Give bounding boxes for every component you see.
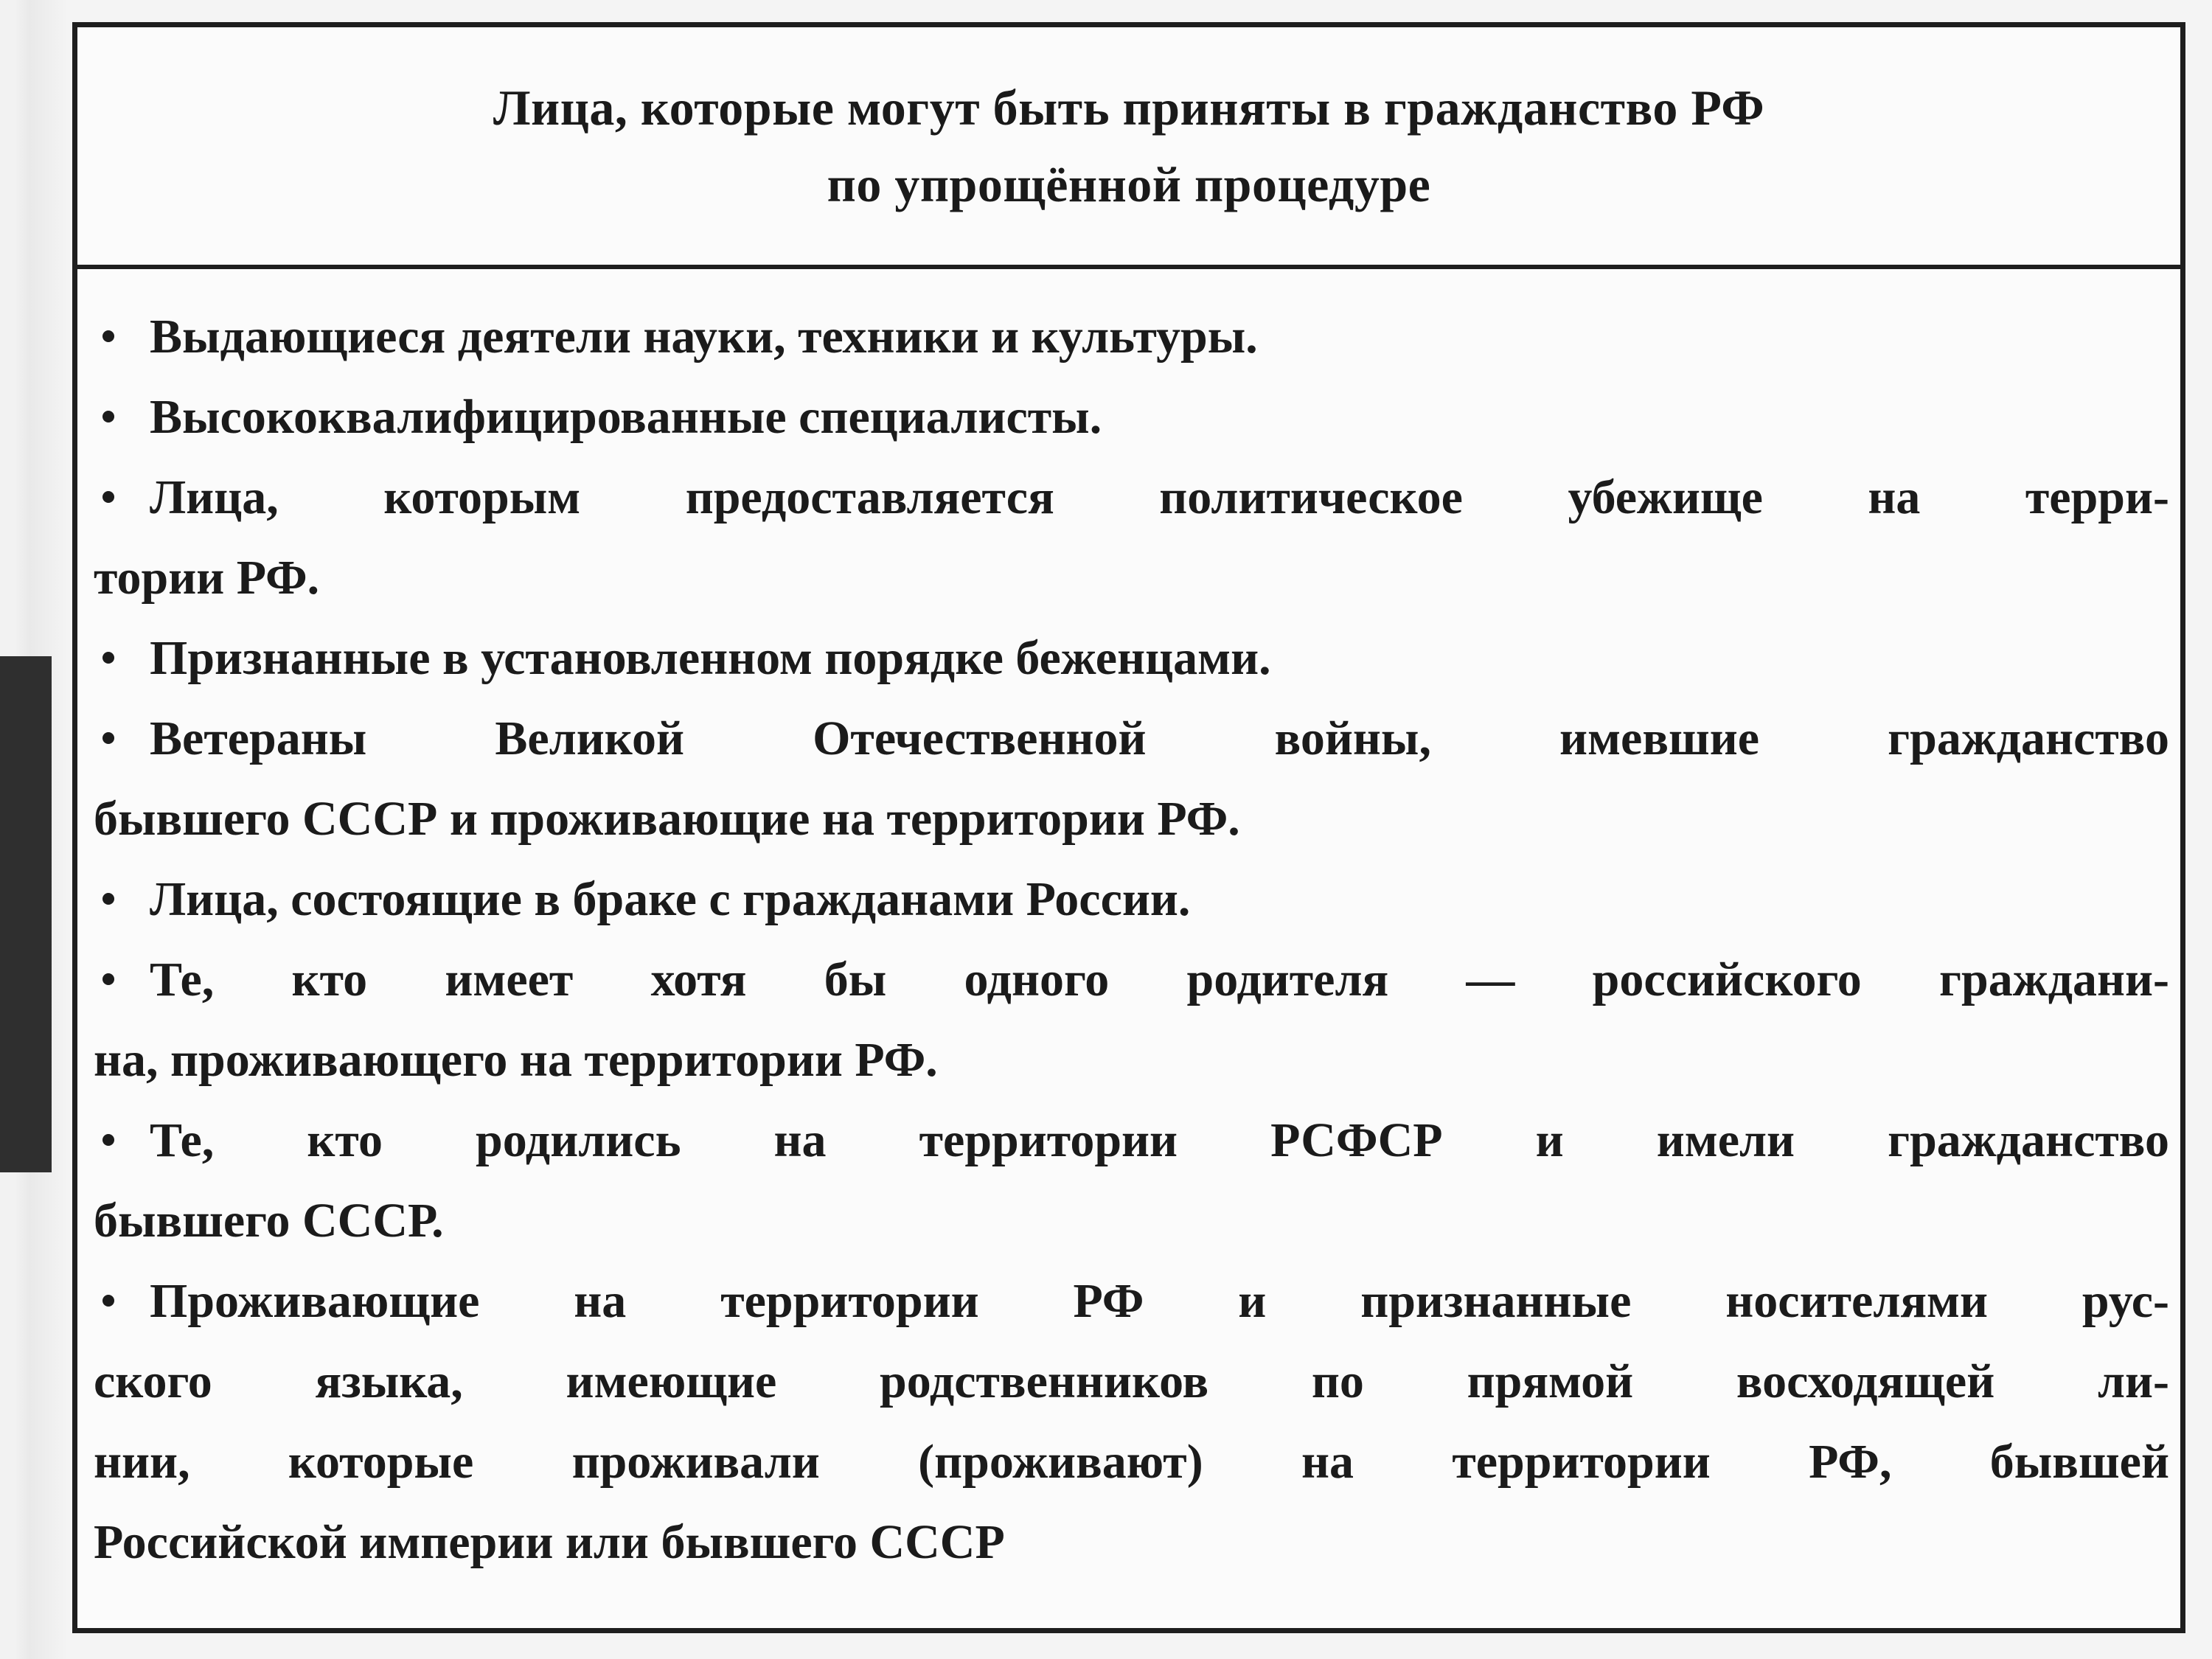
list-item [94, 1100, 2169, 1261]
list-item-text: нии, которые проживали (проживают) на территории РФ, бывшей [94, 1435, 2169, 1489]
list-item [94, 377, 2169, 457]
list-item-text: бывшего СССР. [94, 1194, 444, 1248]
slide-edge-shadow [0, 656, 52, 1172]
bullet-icon [102, 1295, 114, 1307]
bullet-icon [102, 330, 114, 342]
bullet-icon [102, 1134, 114, 1146]
bullet-icon [102, 973, 114, 985]
list-item-text: Выдающиеся деятели науки, техники и культуры. [150, 310, 1258, 364]
bullet-icon [102, 411, 114, 422]
list-item-text: Ветераны Великой Отечественной войны, имевшие гражданство [150, 712, 2169, 765]
list-item-text: Те, кто имеет хотя бы одного родителя — российского граждани- [150, 953, 2169, 1006]
list-item-text: Проживающие на территории РФ и признанные носителями рус- [150, 1274, 2169, 1328]
list-item [94, 859, 2169, 939]
list-item-text: ского языка, имеющие родственников по прямой восходящей ли- [94, 1354, 2169, 1408]
list-item [94, 457, 2169, 618]
bullet-icon [102, 893, 114, 905]
list-item-text: тории РФ. [94, 551, 320, 605]
table-body [94, 296, 2169, 1582]
list-item-text: Высококвалифицированные специалисты. [150, 390, 1102, 444]
table-header [77, 27, 2180, 269]
list-item-text: Российской империи или бывшего СССР [94, 1515, 1005, 1569]
citizenship-table [72, 22, 2185, 1633]
list-item [94, 296, 2169, 377]
list-item-text: Те, кто родились на территории РСФСР и имели гражданство [150, 1113, 2169, 1167]
list-item-text: Признанные в установленном порядке беженцами. [150, 631, 1271, 685]
list-item-text: на, проживающего на территории РФ. [94, 1033, 938, 1087]
list-item [94, 618, 2169, 698]
list-item-text: бывшего СССР и проживающие на территории РФ. [94, 792, 1240, 846]
list-item [94, 1261, 2169, 1582]
table-title-line-1: Лица, которые могут быть приняты в гражданство РФ [493, 80, 1765, 136]
bullet-icon [102, 652, 114, 664]
table-title-line-2: по упрощённой процедуре [827, 156, 1431, 212]
bullet-icon [102, 732, 114, 744]
list-item [94, 698, 2169, 859]
bullet-icon [102, 491, 114, 503]
list-item [94, 939, 2169, 1100]
list-item-text: Лица, которым предоставляется политическое убежище на терри- [150, 470, 2169, 524]
list-item-text: Лица, состоящие в браке с гражданами России. [150, 872, 1191, 926]
